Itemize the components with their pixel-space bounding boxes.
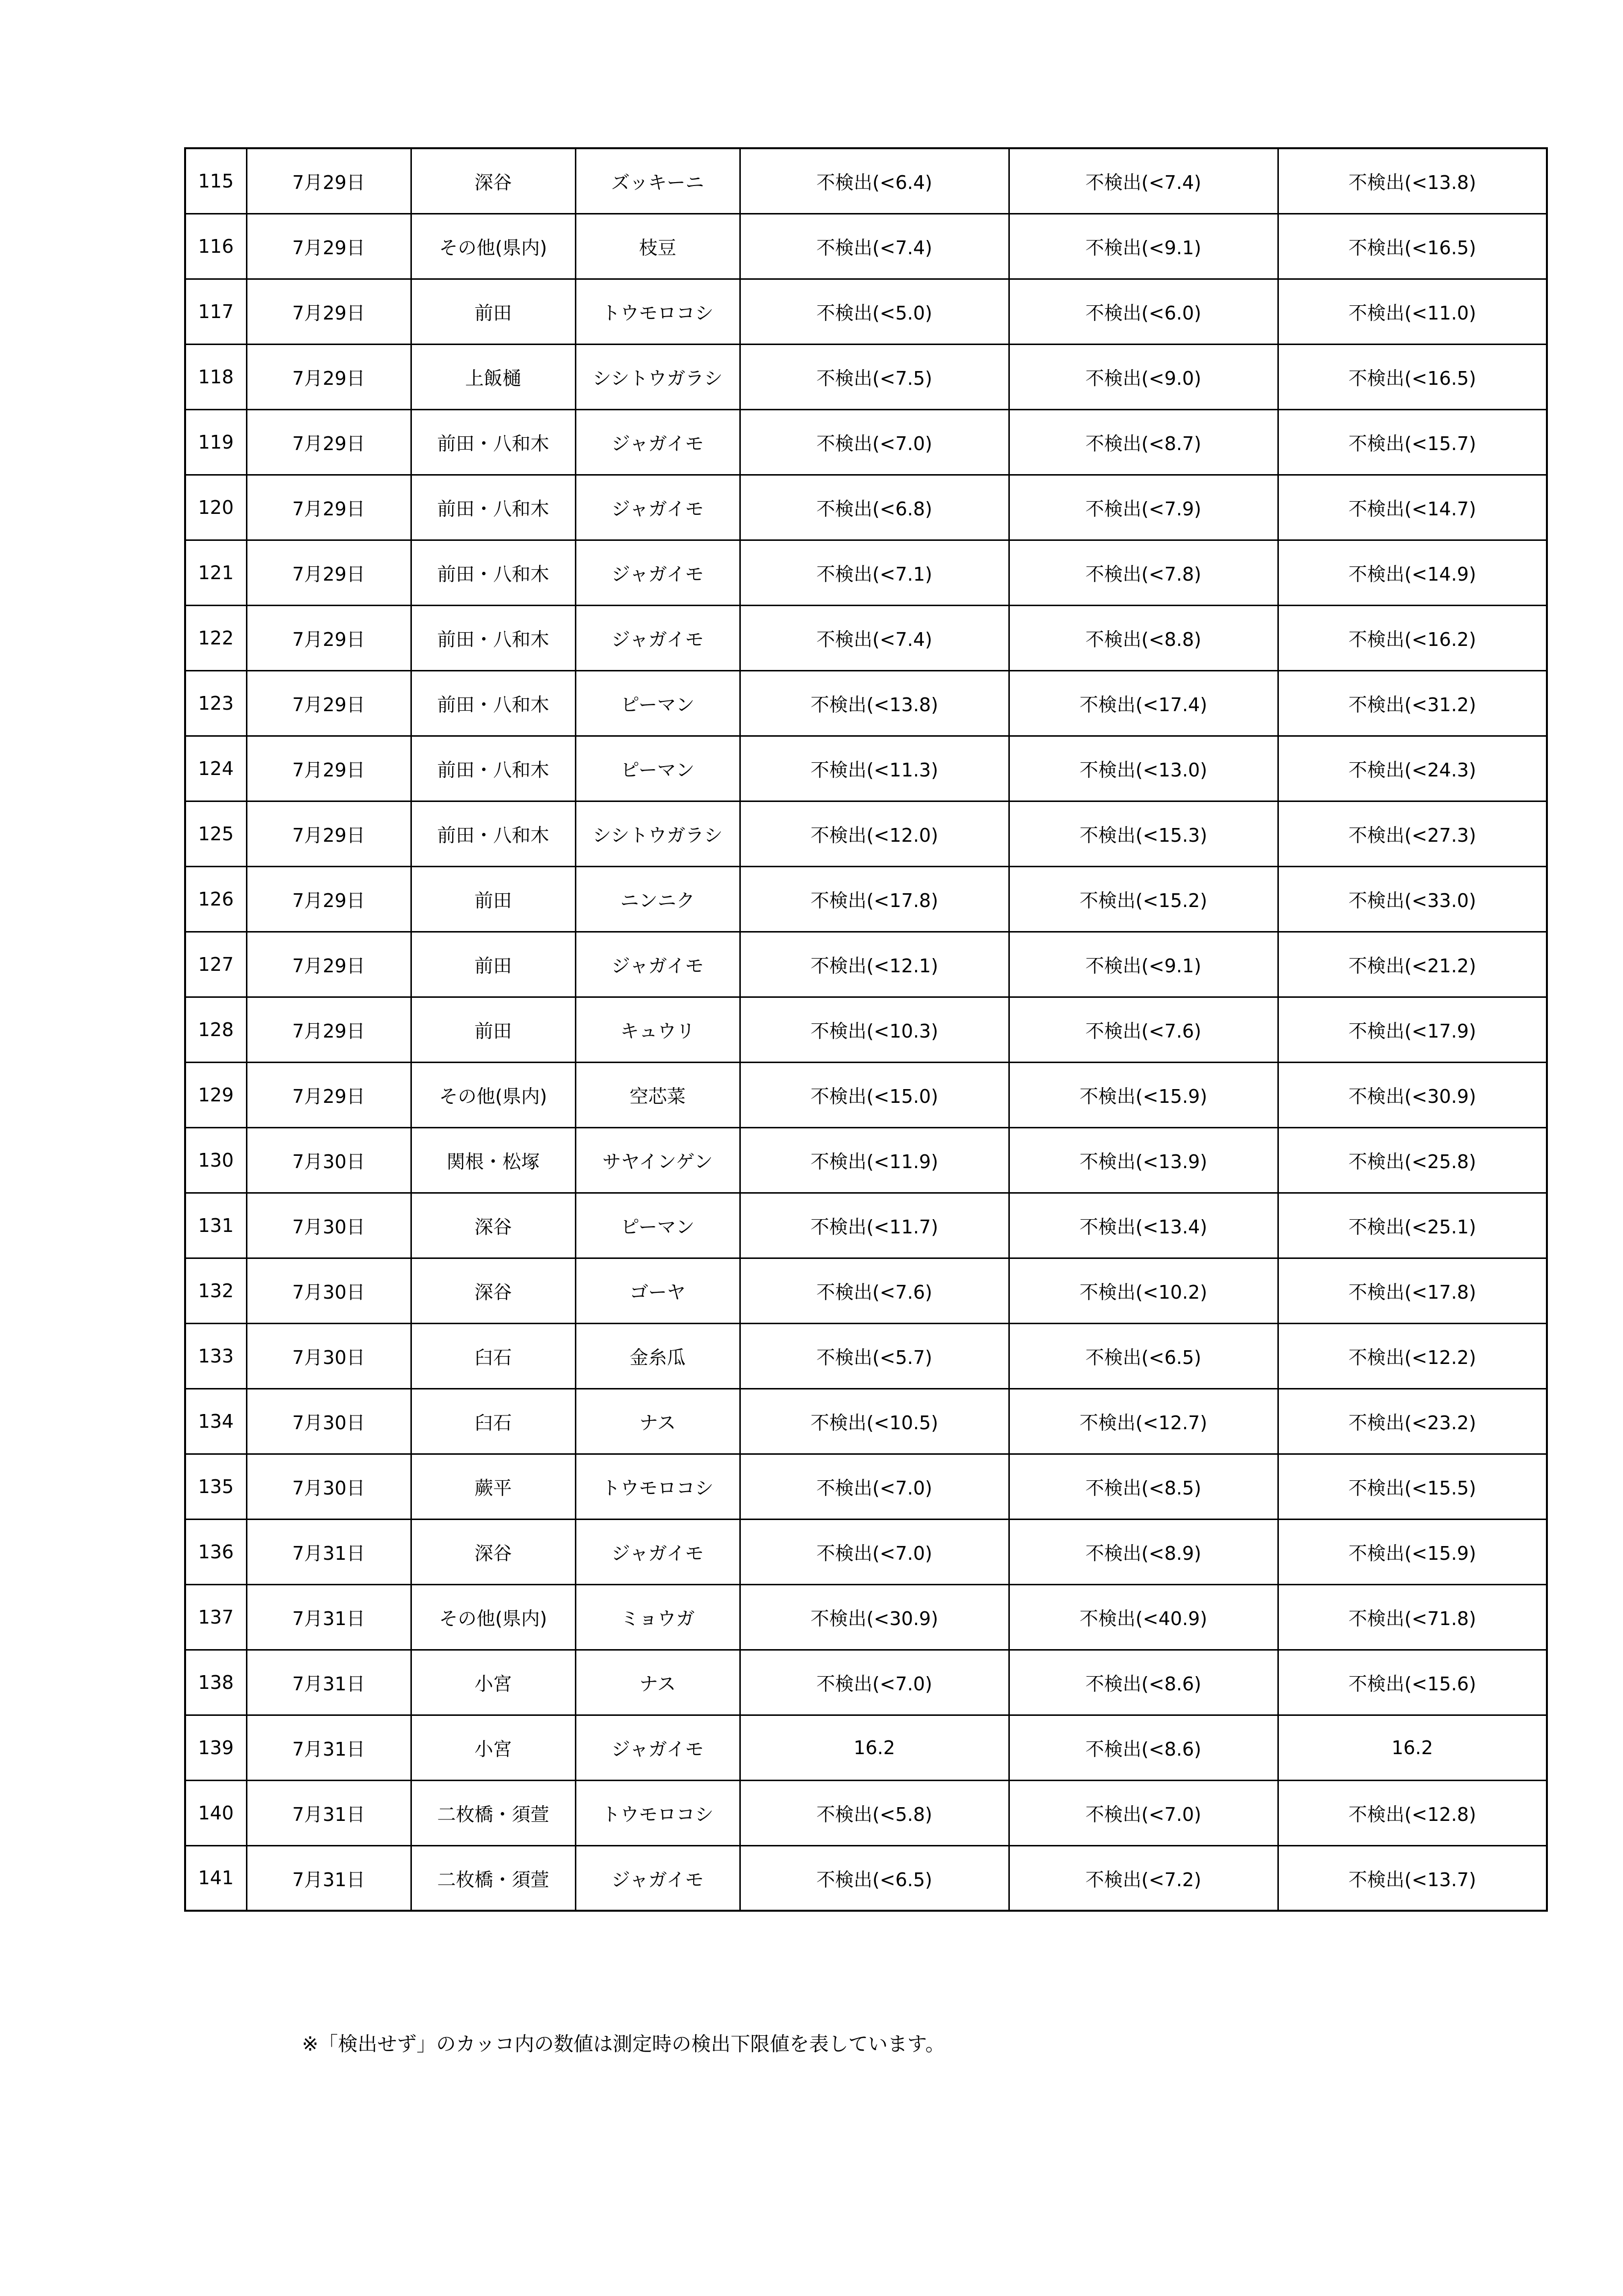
cesium-value-cell: 不検出(<7.2) [1009, 1845, 1278, 1911]
item-name-cell: トウモロコシ [575, 279, 740, 344]
table-row [185, 279, 1547, 344]
item-name-cell: ズッキーニ [575, 148, 740, 214]
total-value-cell: 不検出(<14.7) [1278, 475, 1547, 540]
location-cell: 前田・八和木 [411, 409, 575, 475]
iodine-value-cell: 不検出(<7.1) [740, 540, 1009, 605]
row-number-cell: 121 [185, 540, 246, 605]
total-value-cell: 不検出(<13.7) [1278, 1845, 1547, 1911]
iodine-value-cell: 不検出(<5.0) [740, 279, 1009, 344]
total-value-cell: 不検出(<16.5) [1278, 214, 1547, 279]
row-number-cell: 131 [185, 1193, 246, 1258]
item-name-cell: ニンニク [575, 866, 740, 932]
sample-date-cell: 7月30日 [246, 1127, 411, 1193]
iodine-value-cell: 不検出(<5.7) [740, 1323, 1009, 1388]
sample-date-cell: 7月29日 [246, 344, 411, 409]
location-cell: 前田 [411, 997, 575, 1062]
sample-date-cell: 7月30日 [246, 1258, 411, 1323]
item-name-cell: ジャガイモ [575, 475, 740, 540]
sample-date-cell: 7月31日 [246, 1845, 411, 1911]
cesium-value-cell: 不検出(<13.0) [1009, 736, 1278, 801]
iodine-value-cell: 不検出(<7.4) [740, 214, 1009, 279]
item-name-cell: シシトウガラシ [575, 801, 740, 866]
item-name-cell: ジャガイモ [575, 540, 740, 605]
location-cell: その他(県内) [411, 214, 575, 279]
item-name-cell: ピーマン [575, 1193, 740, 1258]
sample-date-cell: 7月29日 [246, 801, 411, 866]
location-cell: 蕨平 [411, 1454, 575, 1519]
cesium-value-cell: 不検出(<13.9) [1009, 1127, 1278, 1193]
iodine-value-cell: 不検出(<7.4) [740, 605, 1009, 670]
row-number-cell: 118 [185, 344, 246, 409]
cesium-value-cell: 不検出(<10.2) [1009, 1258, 1278, 1323]
cesium-value-cell: 不検出(<9.1) [1009, 214, 1278, 279]
location-cell: 上飯樋 [411, 344, 575, 409]
table-row [185, 1454, 1547, 1519]
table-row [185, 932, 1547, 997]
row-number-cell: 136 [185, 1519, 246, 1584]
row-number-cell: 123 [185, 670, 246, 736]
table-row [185, 866, 1547, 932]
iodine-value-cell: 不検出(<7.0) [740, 1454, 1009, 1519]
sample-date-cell: 7月29日 [246, 475, 411, 540]
total-value-cell: 不検出(<71.8) [1278, 1584, 1547, 1650]
row-number-cell: 128 [185, 997, 246, 1062]
iodine-value-cell: 不検出(<11.7) [740, 1193, 1009, 1258]
item-name-cell: キュウリ [575, 997, 740, 1062]
sample-date-cell: 7月31日 [246, 1650, 411, 1715]
iodine-value-cell: 不検出(<10.3) [740, 997, 1009, 1062]
iodine-value-cell: 不検出(<11.3) [740, 736, 1009, 801]
table-row [185, 1584, 1547, 1650]
item-name-cell: ジャガイモ [575, 409, 740, 475]
row-number-cell: 129 [185, 1062, 246, 1127]
location-cell: 二枚橋・須萱 [411, 1780, 575, 1845]
table-row [185, 1388, 1547, 1454]
cesium-value-cell: 不検出(<6.5) [1009, 1323, 1278, 1388]
row-number-cell: 125 [185, 801, 246, 866]
sample-date-cell: 7月29日 [246, 866, 411, 932]
iodine-value-cell: 不検出(<12.1) [740, 932, 1009, 997]
row-number-cell: 137 [185, 1584, 246, 1650]
iodine-value-cell: 不検出(<6.5) [740, 1845, 1009, 1911]
cesium-value-cell: 不検出(<15.3) [1009, 801, 1278, 866]
table-row [185, 344, 1547, 409]
row-number-cell: 134 [185, 1388, 246, 1454]
total-value-cell: 不検出(<13.8) [1278, 148, 1547, 214]
item-name-cell: ジャガイモ [575, 1715, 740, 1780]
item-name-cell: ジャガイモ [575, 605, 740, 670]
location-cell: 前田・八和木 [411, 736, 575, 801]
row-number-cell: 126 [185, 866, 246, 932]
sample-date-cell: 7月29日 [246, 670, 411, 736]
total-value-cell: 不検出(<15.5) [1278, 1454, 1547, 1519]
cesium-value-cell: 不検出(<15.9) [1009, 1062, 1278, 1127]
table-row [185, 475, 1547, 540]
iodine-value-cell: 不検出(<6.4) [740, 148, 1009, 214]
cesium-value-cell: 不検出(<8.5) [1009, 1454, 1278, 1519]
iodine-value-cell: 不検出(<15.0) [740, 1062, 1009, 1127]
location-cell: その他(県内) [411, 1062, 575, 1127]
item-name-cell: ゴーヤ [575, 1258, 740, 1323]
table-row [185, 1780, 1547, 1845]
sample-date-cell: 7月29日 [246, 932, 411, 997]
item-name-cell: ミョウガ [575, 1584, 740, 1650]
location-cell: 深谷 [411, 1519, 575, 1584]
row-number-cell: 127 [185, 932, 246, 997]
iodine-value-cell: 不検出(<30.9) [740, 1584, 1009, 1650]
total-value-cell: 不検出(<30.9) [1278, 1062, 1547, 1127]
total-value-cell: 不検出(<14.9) [1278, 540, 1547, 605]
table-row [185, 1127, 1547, 1193]
location-cell: 前田・八和木 [411, 605, 575, 670]
sample-date-cell: 7月30日 [246, 1193, 411, 1258]
cesium-value-cell: 不検出(<13.4) [1009, 1193, 1278, 1258]
sample-date-cell: 7月30日 [246, 1454, 411, 1519]
location-cell: 前田 [411, 932, 575, 997]
sample-date-cell: 7月29日 [246, 540, 411, 605]
cesium-value-cell: 不検出(<7.0) [1009, 1780, 1278, 1845]
item-name-cell: ジャガイモ [575, 1519, 740, 1584]
total-value-cell: 不検出(<23.2) [1278, 1388, 1547, 1454]
sample-date-cell: 7月31日 [246, 1780, 411, 1845]
sample-date-cell: 7月29日 [246, 997, 411, 1062]
iodine-value-cell: 不検出(<11.9) [740, 1127, 1009, 1193]
sample-date-cell: 7月30日 [246, 1323, 411, 1388]
table-row [185, 1650, 1547, 1715]
cesium-value-cell: 不検出(<17.4) [1009, 670, 1278, 736]
cesium-value-cell: 不検出(<8.6) [1009, 1715, 1278, 1780]
total-value-cell: 不検出(<33.0) [1278, 866, 1547, 932]
location-cell: 前田・八和木 [411, 475, 575, 540]
total-value-cell: 不検出(<16.5) [1278, 344, 1547, 409]
sample-date-cell: 7月29日 [246, 214, 411, 279]
total-value-cell: 不検出(<25.1) [1278, 1193, 1547, 1258]
table-row [185, 1258, 1547, 1323]
total-value-cell: 不検出(<16.2) [1278, 605, 1547, 670]
location-cell: 臼石 [411, 1388, 575, 1454]
location-cell: 前田 [411, 279, 575, 344]
location-cell: 深谷 [411, 1193, 575, 1258]
sample-date-cell: 7月29日 [246, 1062, 411, 1127]
item-name-cell: ピーマン [575, 736, 740, 801]
footnote: ※「検出せず」のカッコ内の数値は測定時の検出下限値を表しています。 [302, 2033, 945, 2056]
sample-date-cell: 7月31日 [246, 1519, 411, 1584]
iodine-value-cell: 不検出(<7.6) [740, 1258, 1009, 1323]
row-number-cell: 117 [185, 279, 246, 344]
cesium-value-cell: 不検出(<9.1) [1009, 932, 1278, 997]
location-cell: 深谷 [411, 1258, 575, 1323]
item-name-cell: シシトウガラシ [575, 344, 740, 409]
cesium-value-cell: 不検出(<7.4) [1009, 148, 1278, 214]
cesium-value-cell: 不検出(<12.7) [1009, 1388, 1278, 1454]
row-number-cell: 132 [185, 1258, 246, 1323]
location-cell: 前田 [411, 866, 575, 932]
row-number-cell: 139 [185, 1715, 246, 1780]
row-number-cell: 140 [185, 1780, 246, 1845]
row-number-cell: 115 [185, 148, 246, 214]
sample-date-cell: 7月31日 [246, 1715, 411, 1780]
item-name-cell: トウモロコシ [575, 1780, 740, 1845]
iodine-value-cell: 不検出(<10.5) [740, 1388, 1009, 1454]
cesium-value-cell: 不検出(<7.9) [1009, 475, 1278, 540]
total-value-cell: 不検出(<15.9) [1278, 1519, 1547, 1584]
iodine-value-cell: 不検出(<7.5) [740, 344, 1009, 409]
total-value-cell: 不検出(<15.6) [1278, 1650, 1547, 1715]
cesium-value-cell: 不検出(<8.7) [1009, 409, 1278, 475]
cesium-value-cell: 不検出(<40.9) [1009, 1584, 1278, 1650]
location-cell: 小宮 [411, 1715, 575, 1780]
row-number-cell: 141 [185, 1845, 246, 1911]
location-cell: 二枚橋・須萱 [411, 1845, 575, 1911]
table-row [185, 214, 1547, 279]
row-number-cell: 119 [185, 409, 246, 475]
total-value-cell: 不検出(<17.9) [1278, 997, 1547, 1062]
iodine-value-cell: 不検出(<7.0) [740, 1650, 1009, 1715]
iodine-value-cell: 不検出(<17.8) [740, 866, 1009, 932]
total-value-cell: 不検出(<17.8) [1278, 1258, 1547, 1323]
item-name-cell: 枝豆 [575, 214, 740, 279]
table-row [185, 605, 1547, 670]
sample-date-cell: 7月31日 [246, 1584, 411, 1650]
item-name-cell: ジャガイモ [575, 1845, 740, 1911]
iodine-value-cell: 不検出(<7.0) [740, 409, 1009, 475]
cesium-value-cell: 不検出(<8.9) [1009, 1519, 1278, 1584]
location-cell: 前田・八和木 [411, 540, 575, 605]
row-number-cell: 133 [185, 1323, 246, 1388]
location-cell: 前田・八和木 [411, 801, 575, 866]
sample-date-cell: 7月30日 [246, 1388, 411, 1454]
sample-date-cell: 7月29日 [246, 148, 411, 214]
cesium-value-cell: 不検出(<9.0) [1009, 344, 1278, 409]
location-cell: 深谷 [411, 148, 575, 214]
location-cell: 小宮 [411, 1650, 575, 1715]
results-table [184, 147, 1548, 1912]
location-cell: その他(県内) [411, 1584, 575, 1650]
row-number-cell: 130 [185, 1127, 246, 1193]
iodine-value-cell: 不検出(<13.8) [740, 670, 1009, 736]
iodine-value-cell: 16.2 [740, 1715, 1009, 1780]
row-number-cell: 122 [185, 605, 246, 670]
total-value-cell: 不検出(<11.0) [1278, 279, 1547, 344]
location-cell: 前田・八和木 [411, 670, 575, 736]
location-cell: 臼石 [411, 1323, 575, 1388]
iodine-value-cell: 不検出(<12.0) [740, 801, 1009, 866]
row-number-cell: 120 [185, 475, 246, 540]
total-value-cell: 不検出(<12.8) [1278, 1780, 1547, 1845]
cesium-value-cell: 不検出(<7.8) [1009, 540, 1278, 605]
table-row [185, 409, 1547, 475]
sample-date-cell: 7月29日 [246, 736, 411, 801]
item-name-cell: ナス [575, 1650, 740, 1715]
table-row [185, 1715, 1547, 1780]
row-number-cell: 116 [185, 214, 246, 279]
iodine-value-cell: 不検出(<6.8) [740, 475, 1009, 540]
item-name-cell: ピーマン [575, 670, 740, 736]
item-name-cell: トウモロコシ [575, 1454, 740, 1519]
total-value-cell: 不検出(<12.2) [1278, 1323, 1547, 1388]
cesium-value-cell: 不検出(<8.6) [1009, 1650, 1278, 1715]
total-value-cell: 不検出(<31.2) [1278, 670, 1547, 736]
cesium-value-cell: 不検出(<7.6) [1009, 997, 1278, 1062]
total-value-cell: 不検出(<21.2) [1278, 932, 1547, 997]
sample-date-cell: 7月29日 [246, 605, 411, 670]
row-number-cell: 138 [185, 1650, 246, 1715]
table-row [185, 736, 1547, 801]
table-row [185, 1519, 1547, 1584]
table-row [185, 1323, 1547, 1388]
iodine-value-cell: 不検出(<5.8) [740, 1780, 1009, 1845]
sample-date-cell: 7月29日 [246, 279, 411, 344]
cesium-value-cell: 不検出(<6.0) [1009, 279, 1278, 344]
total-value-cell: 16.2 [1278, 1715, 1547, 1780]
table-row [185, 540, 1547, 605]
iodine-value-cell: 不検出(<7.0) [740, 1519, 1009, 1584]
total-value-cell: 不検出(<15.7) [1278, 409, 1547, 475]
table-row [185, 801, 1547, 866]
item-name-cell: 金糸瓜 [575, 1323, 740, 1388]
cesium-value-cell: 不検出(<8.8) [1009, 605, 1278, 670]
item-name-cell: 空芯菜 [575, 1062, 740, 1127]
total-value-cell: 不検出(<24.3) [1278, 736, 1547, 801]
cesium-value-cell: 不検出(<15.2) [1009, 866, 1278, 932]
location-cell: 関根・松塚 [411, 1127, 575, 1193]
total-value-cell: 不検出(<25.8) [1278, 1127, 1547, 1193]
row-number-cell: 124 [185, 736, 246, 801]
table-body [185, 148, 1547, 1911]
sample-date-cell: 7月29日 [246, 409, 411, 475]
table-row [185, 670, 1547, 736]
table-row [185, 148, 1547, 214]
table-row [185, 1845, 1547, 1911]
table-row [185, 997, 1547, 1062]
item-name-cell: サヤインゲン [575, 1127, 740, 1193]
table-row [185, 1062, 1547, 1127]
item-name-cell: ジャガイモ [575, 932, 740, 997]
item-name-cell: ナス [575, 1388, 740, 1454]
total-value-cell: 不検出(<27.3) [1278, 801, 1547, 866]
table-row [185, 1193, 1547, 1258]
row-number-cell: 135 [185, 1454, 246, 1519]
